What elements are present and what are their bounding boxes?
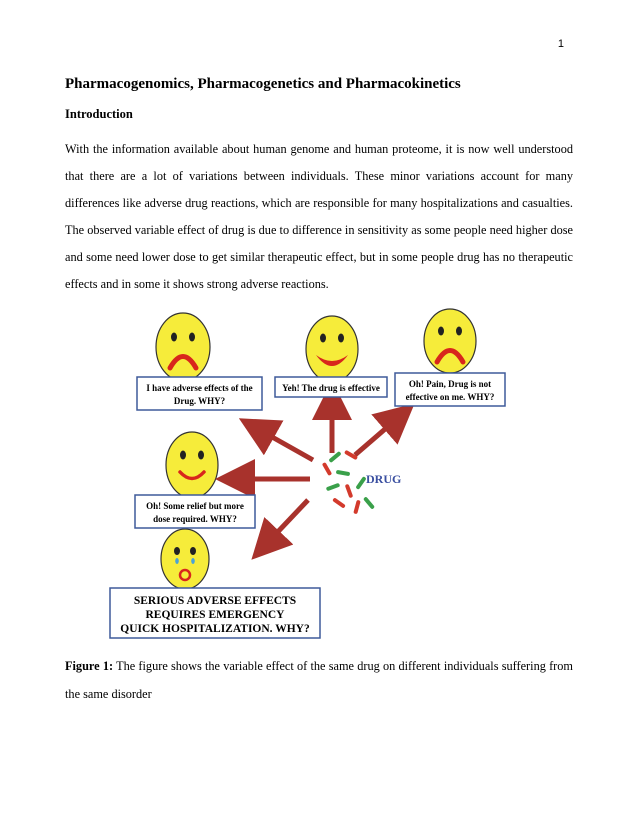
adverse-box-line-2: Drug. WHY? [173,396,226,406]
document-title: Pharmacogenomics, Pharmacogenetics and Pharmacokinetics [65,76,461,92]
serious-box-line-2: REQUIRES EMERGENCY [145,609,285,621]
arrow-to-adverse [265,433,313,460]
page-number: 1 [557,38,564,50]
relief-box-line-1: Oh! Some relief but more [146,501,244,511]
figure-caption-label: Figure 1: [65,659,114,673]
adverse-effects-box [137,377,262,410]
relief-face-icon [166,432,218,498]
adverse-box-line-1: I have adverse effects of the [146,383,253,393]
serious-effects-box [110,588,320,638]
serious-box-line-3: QUICK HOSPITALIZATION. WHY? [120,623,310,635]
pain-face-icon [424,309,476,373]
arrow-to-not-effective [355,423,392,455]
section-heading: Introduction [65,107,133,121]
arrow-to-serious [272,500,308,538]
effective-box-line-1: Yeh! The drug is effective [282,383,380,393]
shocked-face-icon [161,529,209,589]
drug-label: DRUG [366,472,402,486]
not-effective-box-line-2: effective on me. WHY? [405,392,495,402]
drug-effect-diagram [100,305,540,645]
sad-face-icon [156,313,210,381]
not-effective-box-line-1: Oh! Pain, Drug is not [408,379,492,389]
figure-caption [65,652,573,708]
happy-face-icon [306,316,358,382]
not-effective-box [395,373,505,406]
figure-caption-text: The figure shows the variable effect of the same drug on different individuals suffering from the same disorder [65,659,573,701]
effective-box [275,377,387,397]
intro-paragraph: With the information available about human genome and human proteome, it is now well understood that there are a lot of variations between individuals. These minor variations account for many differences like adverse drug reactions, which are responsible for many hospitalizations and casualties. The observed variable effect of drug is due to difference in sensitivity as some people need higher dose and some need lower dose to get similar therapeutic effect, but in some people drug has no therapeutic effects and in some it shows strong adverse reactions. [65,142,573,291]
drug-effect-figure [100,305,540,645]
relief-box [135,495,255,528]
relief-box-line-2: dose required. WHY? [153,514,237,524]
serious-box-line-1: SERIOUS ADVERSE EFFECTS [133,595,297,607]
